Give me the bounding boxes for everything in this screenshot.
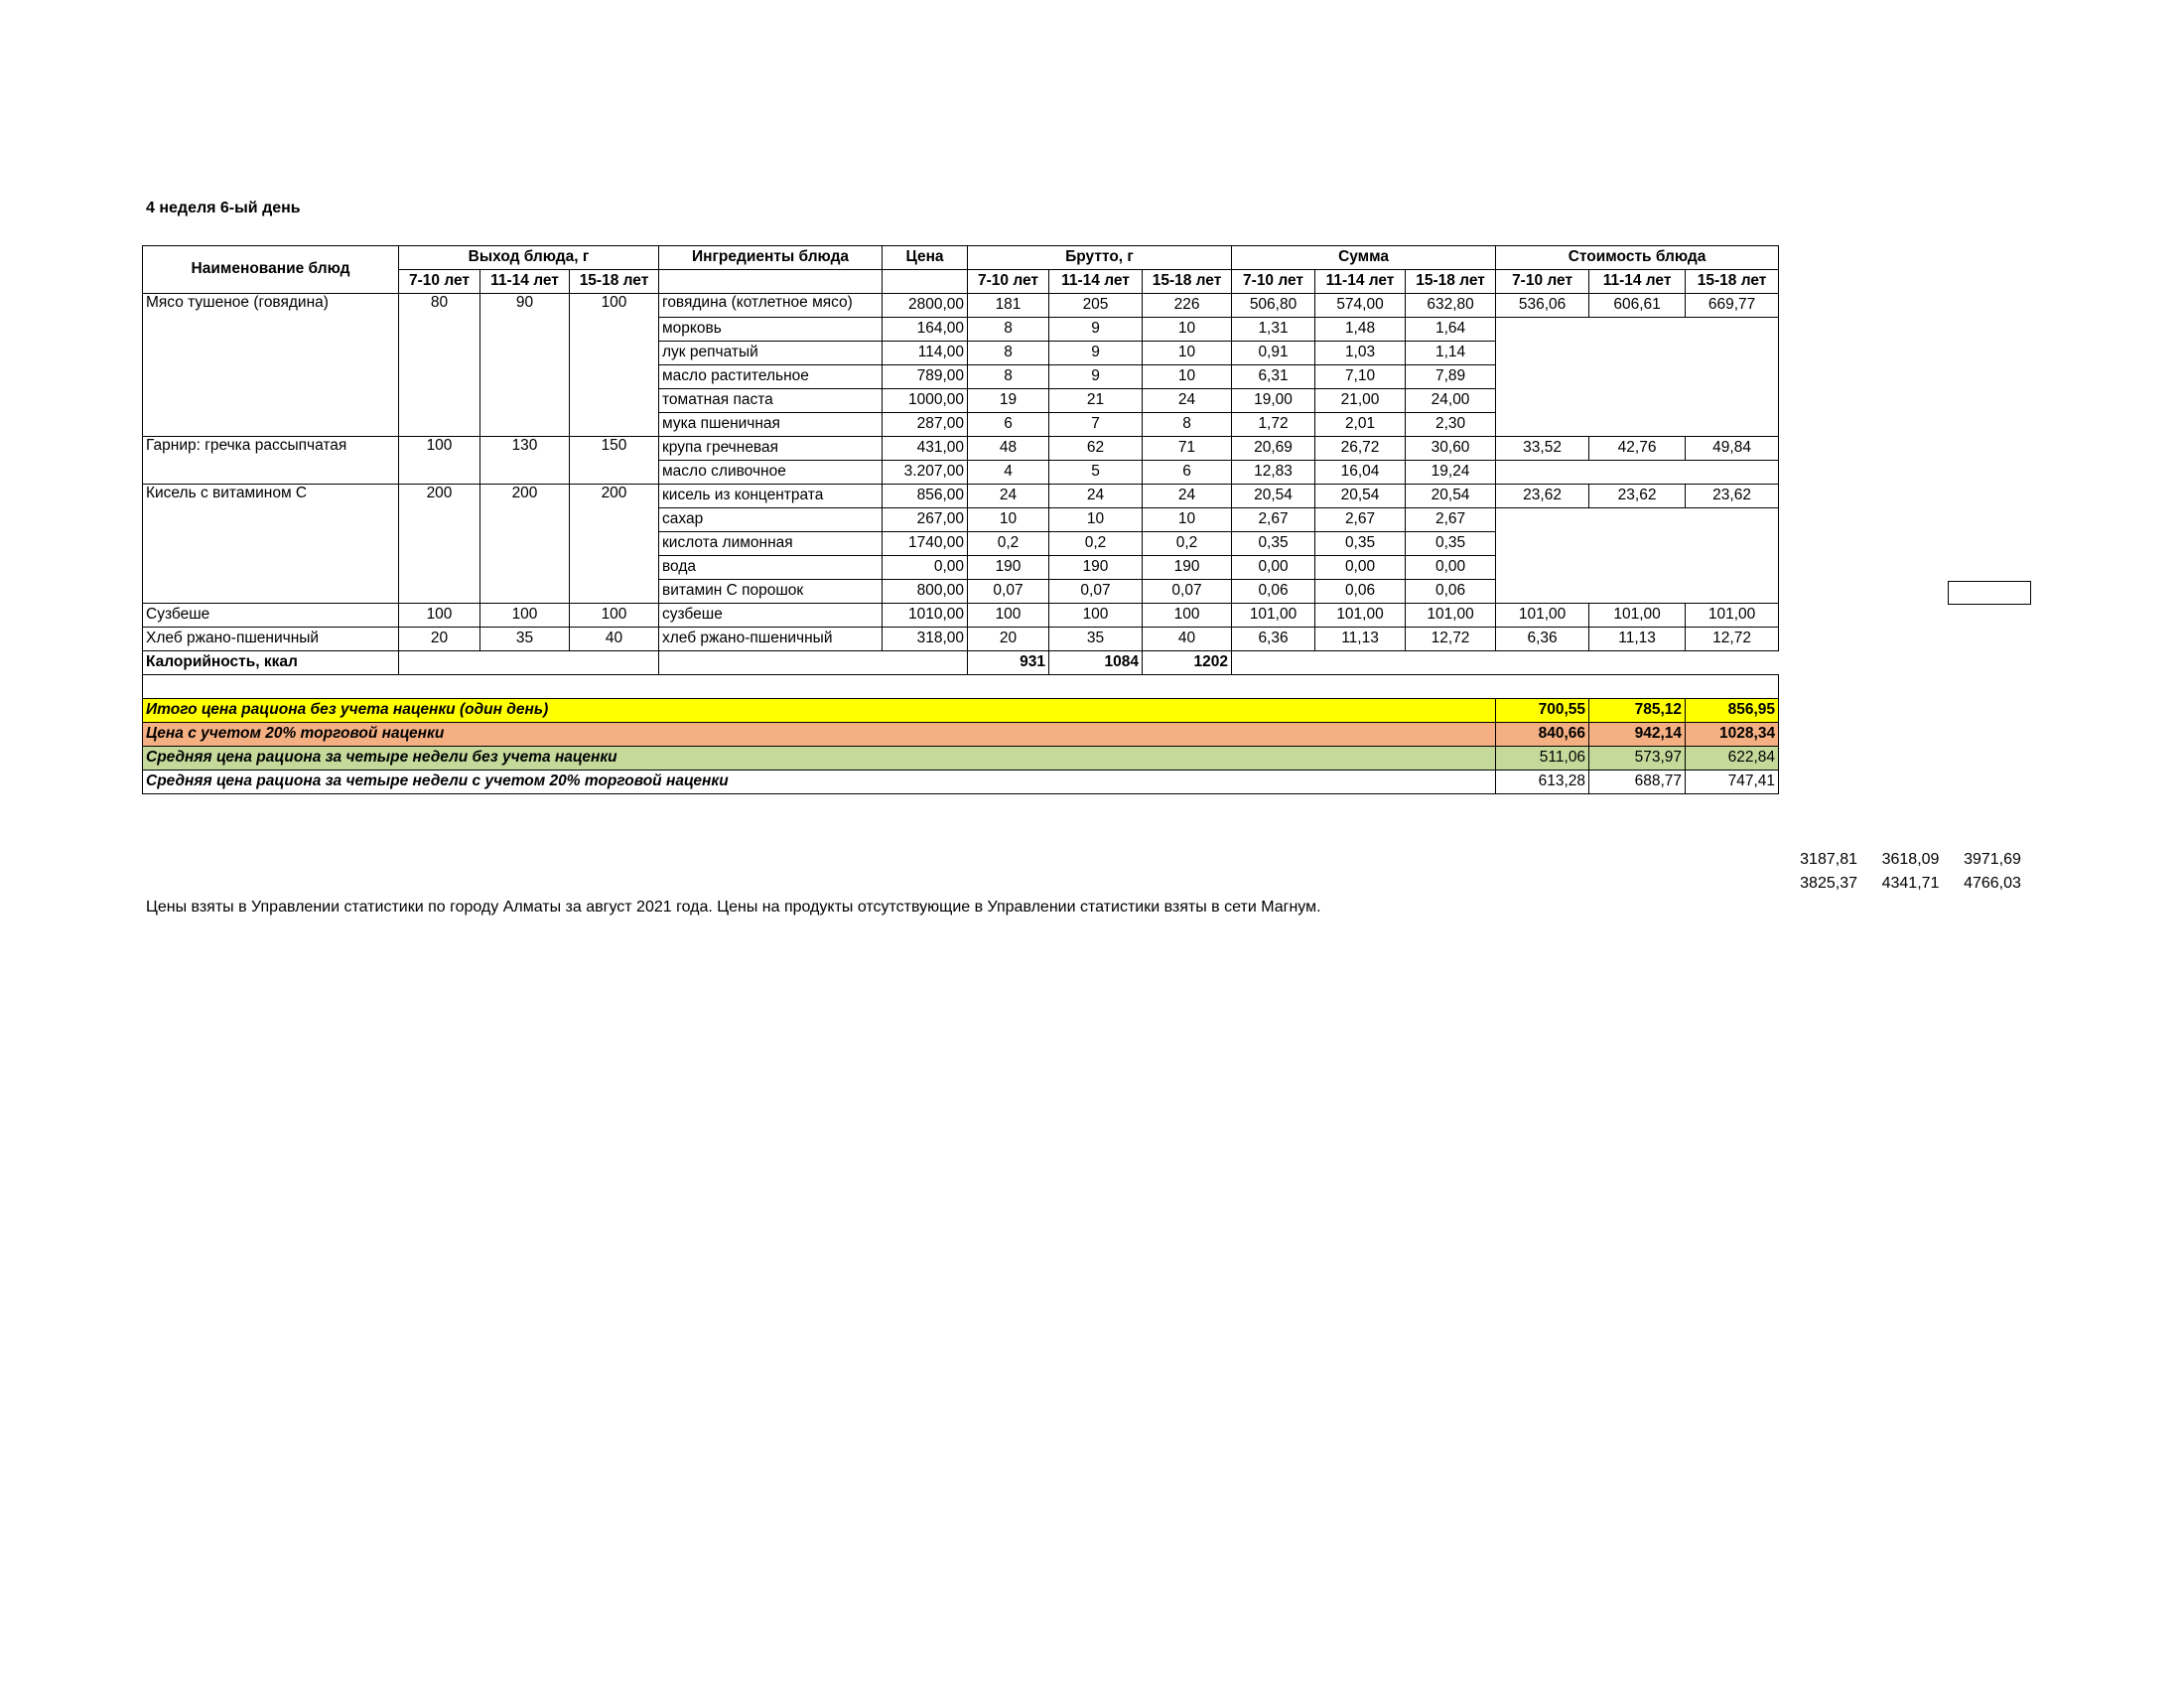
brutto-cell: 10 [1049,508,1143,532]
brutto-cell: 226 [1143,294,1232,318]
ingredient-cell: томатная паста [659,389,883,413]
cost-cell: 33,52 [1496,437,1589,461]
calories-value: 1202 [1143,651,1232,675]
total-value: 785,12 [1589,699,1686,723]
age-header: 15-18 лет [1406,270,1496,294]
output-cell: 150 [570,437,659,485]
price-cell: 1740,00 [883,532,968,556]
sum-cell: 19,24 [1406,461,1496,485]
sum-cell: 21,00 [1315,389,1406,413]
age-header: 7-10 лет [1496,270,1589,294]
cost-cell: 11,13 [1589,628,1686,651]
total-value: 511,06 [1496,747,1589,771]
brutto-cell: 0,2 [1049,532,1143,556]
brutto-cell: 71 [1143,437,1232,461]
total-value: 856,95 [1686,699,1779,723]
extra-value: 4766,03 [1964,875,2021,892]
age-header: 15-18 лет [1686,270,1779,294]
dish-name: Кисель с витамином С [143,485,399,604]
sum-cell: 0,00 [1315,556,1406,580]
cost-blank [1496,461,1779,485]
brutto-cell: 8 [1143,413,1232,437]
table-row [143,628,1779,651]
menu-table [142,245,1779,794]
dish-name: Сузбеше [143,604,399,628]
brutto-cell: 6 [968,413,1049,437]
output-cell: 35 [480,628,570,651]
header-dish: Наименование блюд [143,246,399,294]
dish-name: Мясо тушеное (говядина) [143,294,399,437]
brutto-cell: 0,2 [1143,532,1232,556]
output-cell: 100 [399,437,480,485]
output-cell: 100 [480,604,570,628]
brutto-cell: 100 [1049,604,1143,628]
ingredient-cell: крупа гречневая [659,437,883,461]
brutto-cell: 5 [1049,461,1143,485]
brutto-cell: 19 [968,389,1049,413]
brutto-cell: 8 [968,318,1049,342]
ingredient-cell: морковь [659,318,883,342]
source-note: Цены взяты в Управлении статистики по городу Алматы за август 2021 года. Цены на продукты отсутствующие в Управлении статистики взяты в сети Магнум. [146,899,1321,915]
sum-cell: 2,67 [1315,508,1406,532]
sum-cell: 0,06 [1315,580,1406,604]
price-cell: 318,00 [883,628,968,651]
output-cell: 130 [480,437,570,485]
price-cell: 2800,00 [883,294,968,318]
sum-cell: 1,31 [1232,318,1315,342]
sum-cell: 0,91 [1232,342,1315,365]
extra-row [1780,875,2021,893]
total-value: 622,84 [1686,747,1779,771]
total-value: 700,55 [1496,699,1589,723]
sum-cell: 30,60 [1406,437,1496,461]
table-row [143,604,1779,628]
brutto-cell: 62 [1049,437,1143,461]
calories-row [143,651,1779,675]
sum-cell: 1,48 [1315,318,1406,342]
total-value: 573,97 [1589,747,1686,771]
sum-cell: 7,89 [1406,365,1496,389]
cost-cell: 606,61 [1589,294,1686,318]
table-row [143,294,1779,318]
empty-cell-box [1948,581,2031,605]
brutto-cell: 24 [1143,389,1232,413]
sum-cell: 20,54 [1406,485,1496,508]
price-cell: 856,00 [883,485,968,508]
ingredient-cell: кислота лимонная [659,532,883,556]
cost-cell: 6,36 [1496,628,1589,651]
ingredient-cell: хлеб ржано-пшеничный [659,628,883,651]
cost-cell: 669,77 [1686,294,1779,318]
output-cell: 40 [570,628,659,651]
brutto-cell: 24 [1049,485,1143,508]
total-row [143,771,1779,794]
total-label: Средняя цена рациона за четыре недели без учета наценки [143,747,1496,771]
sum-cell: 0,06 [1406,580,1496,604]
age-header: 15-18 лет [570,270,659,294]
sum-cell: 0,00 [1232,556,1315,580]
sum-cell: 1,72 [1232,413,1315,437]
brutto-cell: 9 [1049,318,1143,342]
ingredient-cell: масло сливочное [659,461,883,485]
ingredient-cell: сузбеше [659,604,883,628]
spacer-row [143,675,1779,699]
price-cell: 1010,00 [883,604,968,628]
output-cell: 100 [570,604,659,628]
dish-name: Гарнир: гречка рассыпчатая [143,437,399,485]
cost-cell: 42,76 [1589,437,1686,461]
sum-cell: 2,67 [1406,508,1496,532]
total-label: Итого цена рациона без учета наценки (один день) [143,699,1496,723]
price-cell: 114,00 [883,342,968,365]
sum-cell: 101,00 [1406,604,1496,628]
extra-value: 3825,37 [1800,875,1857,892]
cost-cell: 536,06 [1496,294,1589,318]
calories-blank [659,651,968,675]
output-cell: 100 [570,294,659,437]
brutto-cell: 0,2 [968,532,1049,556]
header-brutto: Брутто, г [968,246,1232,270]
brutto-cell: 190 [1143,556,1232,580]
output-cell: 80 [399,294,480,437]
sum-cell: 0,35 [1232,532,1315,556]
ingredient-cell: кисель из концентрата [659,485,883,508]
sum-cell: 506,80 [1232,294,1315,318]
brutto-cell: 24 [968,485,1049,508]
brutto-cell: 181 [968,294,1049,318]
brutto-cell: 4 [968,461,1049,485]
brutto-cell: 205 [1049,294,1143,318]
sum-cell: 12,83 [1232,461,1315,485]
calories-blank [399,651,659,675]
total-value: 942,14 [1589,723,1686,747]
ingredient-cell: лук репчатый [659,342,883,365]
sum-cell: 20,54 [1232,485,1315,508]
sum-cell: 20,54 [1315,485,1406,508]
brutto-cell: 40 [1143,628,1232,651]
price-cell: 3.207,00 [883,461,968,485]
header-blank [883,270,968,294]
extra-value: 3971,69 [1964,851,2021,868]
brutto-cell: 7 [1049,413,1143,437]
page-title: 4 неделя 6-ый день [146,200,301,216]
extra-row [1780,851,2021,869]
price-cell: 789,00 [883,365,968,389]
age-header: 7-10 лет [968,270,1049,294]
cost-cell: 101,00 [1589,604,1686,628]
cost-cell: 101,00 [1686,604,1779,628]
brutto-cell: 10 [1143,318,1232,342]
header-cost: Стоимость блюда [1496,246,1779,270]
brutto-cell: 100 [968,604,1049,628]
calories-label: Калорийность, ккал [143,651,399,675]
total-value: 840,66 [1496,723,1589,747]
price-cell: 0,00 [883,556,968,580]
total-value: 747,41 [1686,771,1779,794]
sum-cell: 0,35 [1315,532,1406,556]
ingredient-cell: говядина (котлетное мясо) [659,294,883,318]
age-header: 7-10 лет [399,270,480,294]
brutto-cell: 190 [1049,556,1143,580]
sum-cell: 2,01 [1315,413,1406,437]
age-header: 11-14 лет [1315,270,1406,294]
price-cell: 1000,00 [883,389,968,413]
sum-cell: 6,36 [1232,628,1315,651]
sum-cell: 7,10 [1315,365,1406,389]
ingredient-cell: мука пшеничная [659,413,883,437]
header-blank [659,270,883,294]
sum-cell: 101,00 [1315,604,1406,628]
sum-cell: 6,31 [1232,365,1315,389]
age-header: 11-14 лет [1589,270,1686,294]
price-cell: 431,00 [883,437,968,461]
price-cell: 164,00 [883,318,968,342]
age-header: 11-14 лет [1049,270,1143,294]
cost-cell: 23,62 [1496,485,1589,508]
price-cell: 287,00 [883,413,968,437]
cost-cell: 23,62 [1589,485,1686,508]
brutto-cell: 9 [1049,342,1143,365]
total-row [143,747,1779,771]
total-row [143,723,1779,747]
header-ingredients: Ингредиенты блюда [659,246,883,270]
ingredient-cell: витамин С порошок [659,580,883,604]
output-cell: 200 [570,485,659,604]
age-header: 11-14 лет [480,270,570,294]
total-row [143,699,1779,723]
output-cell: 200 [480,485,570,604]
brutto-cell: 8 [968,342,1049,365]
output-cell: 100 [399,604,480,628]
age-header: 7-10 лет [1232,270,1315,294]
sum-cell: 0,35 [1406,532,1496,556]
age-header: 15-18 лет [1143,270,1232,294]
brutto-cell: 10 [1143,508,1232,532]
sum-cell: 11,13 [1315,628,1406,651]
sum-cell: 1,64 [1406,318,1496,342]
spacer-cell [143,675,1779,699]
brutto-cell: 0,07 [1049,580,1143,604]
table-row [143,437,1779,461]
cost-blank [1496,318,1779,437]
brutto-cell: 0,07 [1143,580,1232,604]
total-label: Цена с учетом 20% торговой наценки [143,723,1496,747]
sum-cell: 1,14 [1406,342,1496,365]
total-value: 688,77 [1589,771,1686,794]
brutto-cell: 0,07 [968,580,1049,604]
cost-cell: 12,72 [1686,628,1779,651]
output-cell: 90 [480,294,570,437]
brutto-cell: 190 [968,556,1049,580]
cost-cell: 49,84 [1686,437,1779,461]
sum-cell: 12,72 [1406,628,1496,651]
price-cell: 800,00 [883,580,968,604]
brutto-cell: 10 [1143,365,1232,389]
ingredient-cell: вода [659,556,883,580]
sum-cell: 24,00 [1406,389,1496,413]
header-price: Цена [883,246,968,270]
sum-cell: 2,30 [1406,413,1496,437]
sum-cell: 2,67 [1232,508,1315,532]
price-cell: 267,00 [883,508,968,532]
brutto-cell: 20 [968,628,1049,651]
sum-cell: 0,06 [1232,580,1315,604]
extra-value: 3618,09 [1881,851,1940,868]
cost-cell: 23,62 [1686,485,1779,508]
sum-cell: 632,80 [1406,294,1496,318]
sum-cell: 19,00 [1232,389,1315,413]
output-cell: 20 [399,628,480,651]
sum-cell: 16,04 [1315,461,1406,485]
brutto-cell: 24 [1143,485,1232,508]
brutto-cell: 35 [1049,628,1143,651]
total-value: 613,28 [1496,771,1589,794]
header-output: Выход блюда, г [399,246,659,270]
sum-cell: 26,72 [1315,437,1406,461]
brutto-cell: 9 [1049,365,1143,389]
output-cell: 200 [399,485,480,604]
brutto-cell: 100 [1143,604,1232,628]
brutto-cell: 6 [1143,461,1232,485]
calories-value: 1084 [1049,651,1143,675]
brutto-cell: 10 [1143,342,1232,365]
dish-name: Хлеб ржано-пшеничный [143,628,399,651]
cost-cell: 101,00 [1496,604,1589,628]
ingredient-cell: масло растительное [659,365,883,389]
total-value: 1028,34 [1686,723,1779,747]
calories-value: 931 [968,651,1049,675]
brutto-cell: 21 [1049,389,1143,413]
sum-cell: 1,03 [1315,342,1406,365]
brutto-cell: 48 [968,437,1049,461]
brutto-cell: 10 [968,508,1049,532]
table-row [143,485,1779,508]
extra-value: 3187,81 [1800,851,1857,868]
extra-value: 4341,71 [1881,875,1940,892]
sum-cell: 101,00 [1232,604,1315,628]
brutto-cell: 8 [968,365,1049,389]
calories-blank [1232,651,1779,675]
ingredient-cell: сахар [659,508,883,532]
header-sum: Сумма [1232,246,1496,270]
sum-cell: 574,00 [1315,294,1406,318]
cost-blank [1496,508,1779,604]
sum-cell: 0,00 [1406,556,1496,580]
sum-cell: 20,69 [1232,437,1315,461]
total-label: Средняя цена рациона за четыре недели с учетом 20% торговой наценки [143,771,1496,794]
